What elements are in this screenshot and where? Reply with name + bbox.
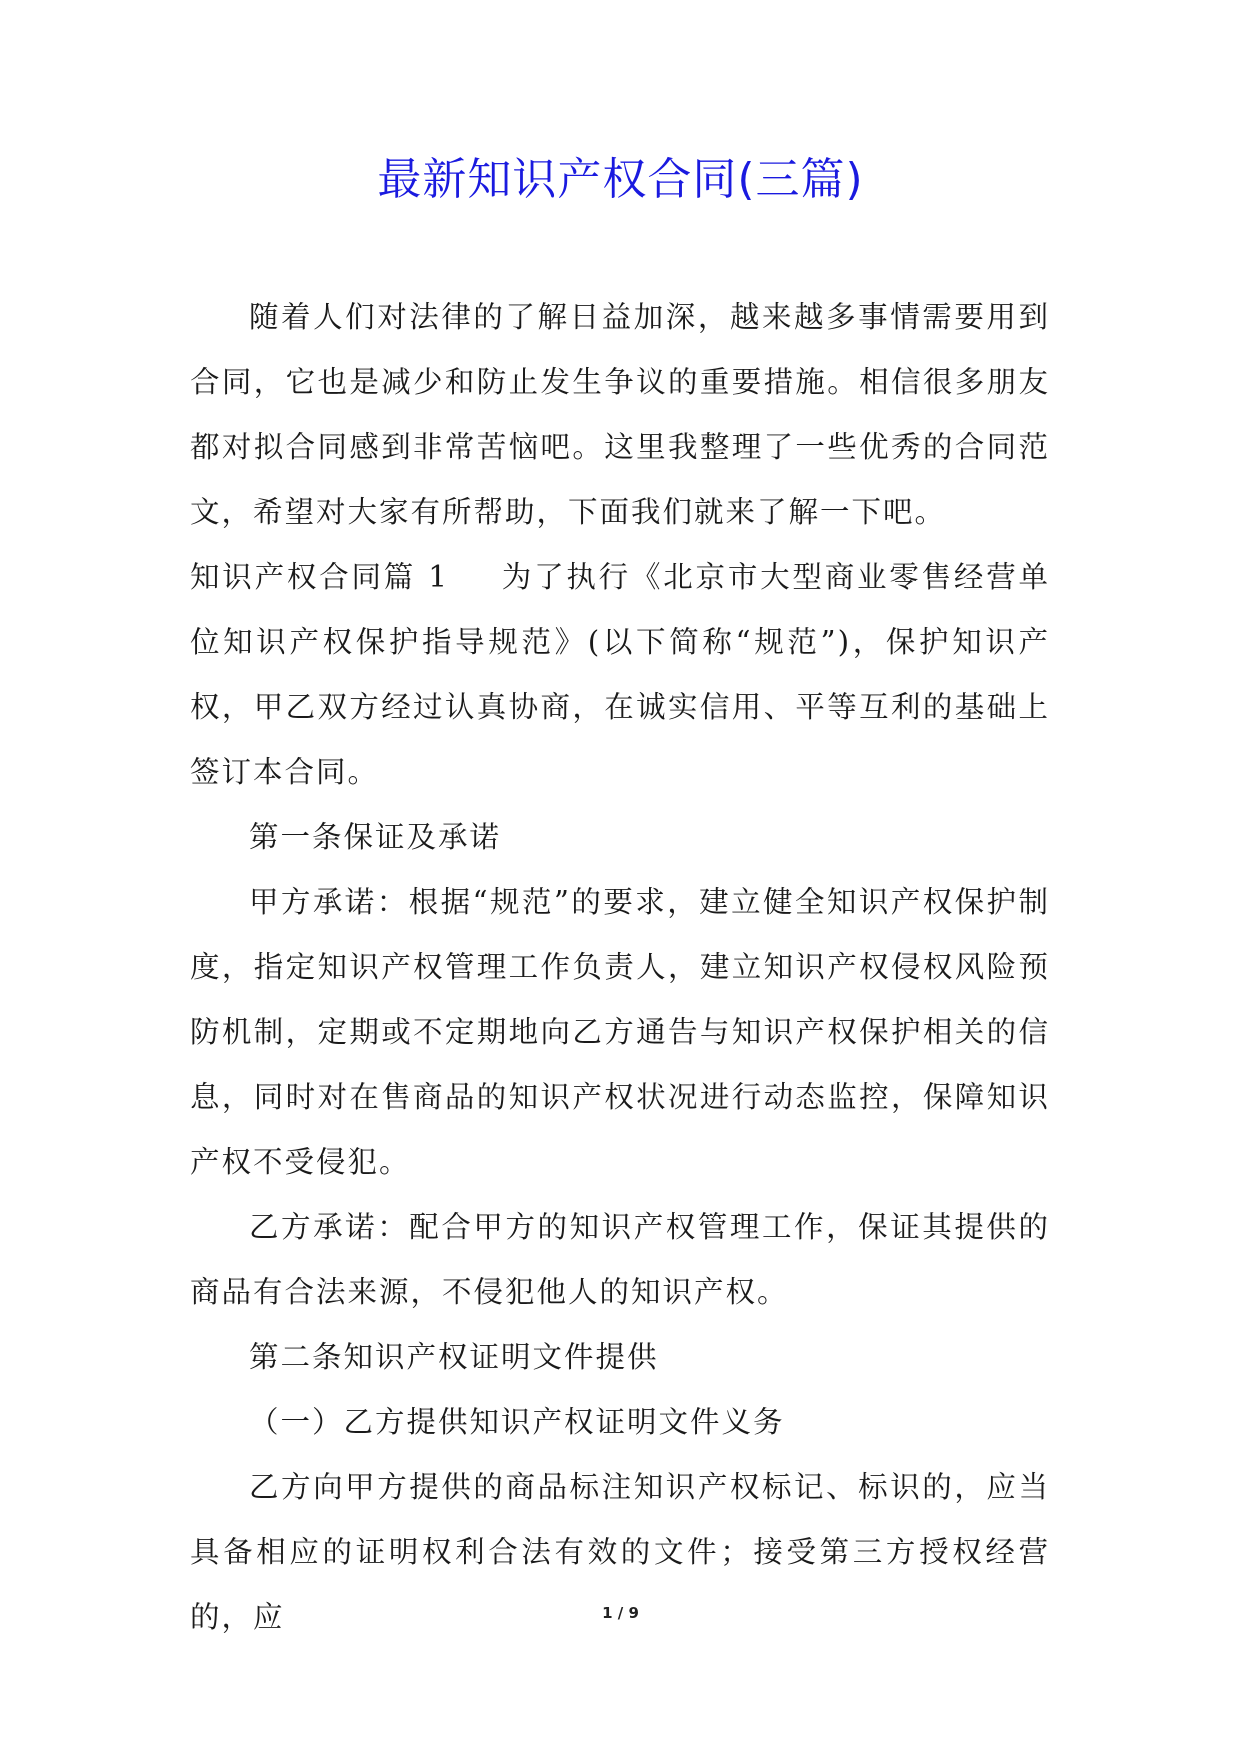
party-a-promise-paragraph: 甲方承诺：根据“规范”的要求，建立健全知识产权保护制度，指定知识产权管理工作负责人，建立知识产权侵权风险预防机制，定期或不定期地向乙方通告与知识产权保护相关的信息，同时对在售商品的知识产权状况进行动态监控，保障知识产权不受侵犯。 <box>190 885 1050 1179</box>
section-1-paragraph: 乙方向甲方提供的商品标注知识产权标记、标识的，应当具备相应的证明权利合法有效的文件；接受第三方授权经营的，应 <box>190 1470 1050 1634</box>
section-1-title: （一）乙方提供知识产权证明文件义务 <box>249 1405 785 1439</box>
intro-paragraph: 随着人们对法律的了解日益加深，越来越多事情需要用到合同，它也是减少和防止发生争议的重要措施。相信很多朋友都对拟合同感到非常苦恼吧。这里我整理了一些优秀的合同范文，希望对大家有所帮助，下面我们就来了解一下吧。 <box>190 300 1050 529</box>
page-number: 1 / 9 <box>602 1604 639 1622</box>
part-one-paragraph <box>190 545 1050 805</box>
party-b-promise-paragraph: 乙方承诺：配合甲方的知识产权管理工作，保证其提供的商品有合法来源，不侵犯他人的知识产权。 <box>190 1210 1050 1309</box>
part-heading: 知识产权合同篇 1 <box>190 560 449 594</box>
article-2-title: 第二条知识产权证明文件提供 <box>249 1340 659 1374</box>
part-intro-text: 为了执行《北京市大型商业零售经营单位知识产权保护指导规范》(以下简称“规范”)，保护知识产权，甲乙双方经过认真协商，在诚实信用、平等互利的基础上签订本合同。 <box>190 560 1050 789</box>
document-body <box>190 285 1050 1650</box>
article-1-title: 第一条保证及承诺 <box>249 820 502 854</box>
document-title: 最新知识产权合同(三篇) <box>377 154 864 205</box>
